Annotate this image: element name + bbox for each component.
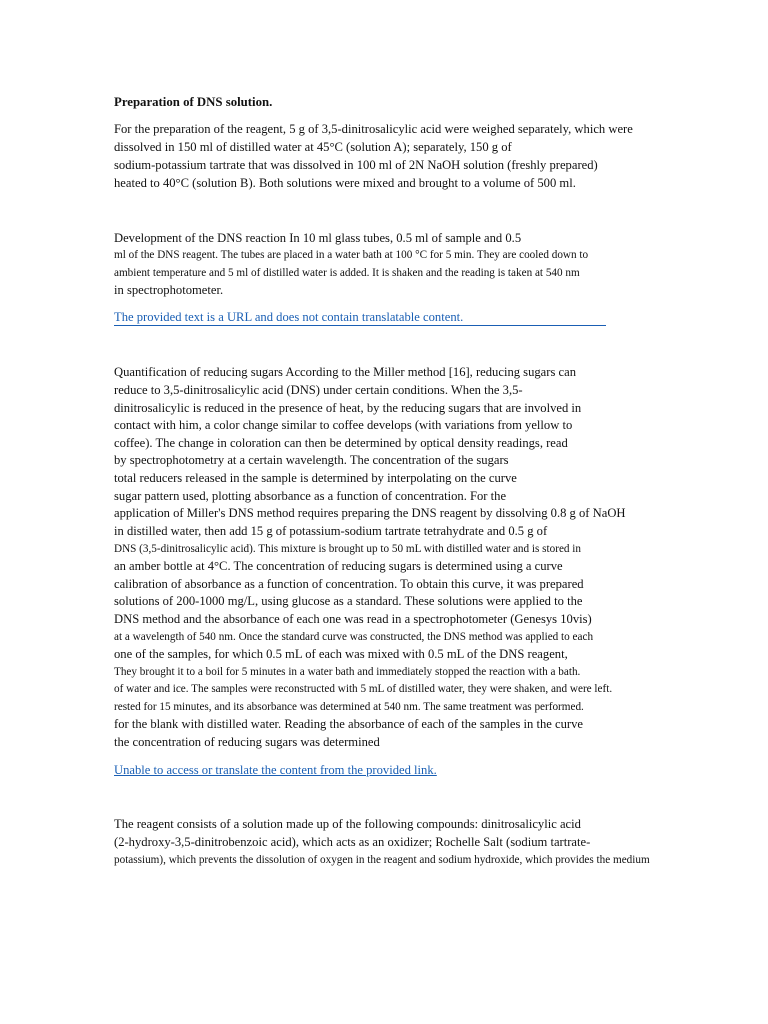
- para3-line: in distilled water, then add 15 g of potassium-sodium tartrate tetrahydrate and 0.5 g of: [114, 524, 548, 538]
- para3-line: one of the samples, for which 0.5 mL of each was mixed with 0.5 mL of the DNS reagent,: [114, 647, 568, 661]
- para3-line: total reducers released in the sample is determined by interpolating on the curve: [114, 471, 517, 485]
- para3-line: application of Miller's DNS method requires preparing the DNS reagent by dissolving 0.8 g of NaOH: [114, 506, 626, 520]
- link-row: [114, 762, 437, 778]
- para2-line: ambient temperature and 5 ml of distilled water is added. It is shaken and the reading is taken at 540 nm: [114, 267, 580, 279]
- para3-line: reduce to 3,5-dinitrosalicylic acid (DNS) under certain conditions. When the 3,5-: [114, 383, 523, 397]
- para1-line: sodium-potassium tartrate that was dissolved in 100 ml of 2N NaOH solution (freshly prepared): [114, 158, 598, 172]
- para3-line: by spectrophotometry at a certain wavelength. The concentration of the sugars: [114, 453, 509, 467]
- para3-line: the concentration of reducing sugars was determined: [114, 735, 380, 749]
- para3-line: sugar pattern used, plotting absorbance as a function of concentration. For the: [114, 489, 507, 503]
- para1-line: For the preparation of the reagent, 5 g of 3,5-dinitrosalicylic acid were weighed separately, which were: [114, 122, 633, 136]
- para3-line: coffee). The change in coloration can then be determined by optical density readings, read: [114, 436, 568, 450]
- para3-line: solutions of 200-1000 mg/L, using glucose as a standard. These solutions were applied to the: [114, 594, 583, 608]
- para4-line: (2-hydroxy-3,5-dinitrobenzoic acid), which acts as an oxidizer; Rochelle Salt (sodium tartrate-: [114, 835, 591, 849]
- para3-line: DNS method and the absorbance of each one was read in a spectrophotometer (Genesys 10vis): [114, 612, 592, 626]
- para3-line: an amber bottle at 4°C. The concentration of reducing sugars is determined using a curve: [114, 559, 563, 573]
- para3-line: DNS (3,5-dinitrosalicylic acid). This mixture is brought up to 50 mL with distilled water and is stored in: [114, 543, 582, 555]
- para1-line: heated to 40°C (solution B). Both solutions were mixed and brought to a volume of 500 ml.: [114, 176, 576, 190]
- para3-line: They brought it to a boil for 5 minutes in a water bath and immediately stopped the reaction with a bath.: [114, 666, 581, 678]
- para3-line: contact with him, a color change similar to coffee develops (with variations from yellow to: [114, 418, 573, 432]
- para1-line: dissolved in 150 ml of distilled water at 45°C (solution A); separately, 150 g of: [114, 140, 512, 154]
- translation-link-2[interactable]: Unable to access or translate the content from the provided link.: [114, 763, 437, 777]
- para3-line: at a wavelength of 540 nm. Once the standard curve was constructed, the DNS method was applied to each: [114, 631, 594, 643]
- para3-line: dinitrosalicylic is reduced in the presence of heat, by the reducing sugars that are involved in: [114, 401, 582, 415]
- translation-link-1[interactable]: The provided text is a URL and does not contain translatable content.: [114, 309, 606, 326]
- para4-line: The reagent consists of a solution made up of the following compounds: dinitrosalicylic acid: [114, 817, 581, 831]
- para3-line: Quantification of reducing sugars According to the Miller method [16], reducing sugars can: [114, 365, 576, 379]
- para3-line: of water and ice. The samples were reconstructed with 5 mL of distilled water, they were shaken, and were left.: [114, 683, 613, 695]
- para3-line: rested for 15 minutes, and its absorbance was determined at 540 nm. The same treatment was performed.: [114, 701, 584, 713]
- link-row: [114, 309, 606, 326]
- para2-line: ml of the DNS reagent. The tubes are placed in a water bath at 100 °C for 5 min. They are cooled down to: [114, 249, 589, 261]
- section-heading: Preparation of DNS solution.: [114, 95, 273, 109]
- para3-line: for the blank with distilled water. Reading the absorbance of each of the samples in the curve: [114, 717, 583, 731]
- para2-line: in spectrophotometer.: [114, 283, 224, 297]
- para3-line: calibration of absorbance as a function of concentration. To obtain this curve, it was prepared: [114, 577, 584, 591]
- para2-line: Development of the DNS reaction In 10 ml glass tubes, 0.5 ml of sample and 0.5: [114, 231, 522, 245]
- para4-line: potassium), which prevents the dissolution of oxygen in the reagent and sodium hydroxide, which provides the medium: [114, 854, 650, 866]
